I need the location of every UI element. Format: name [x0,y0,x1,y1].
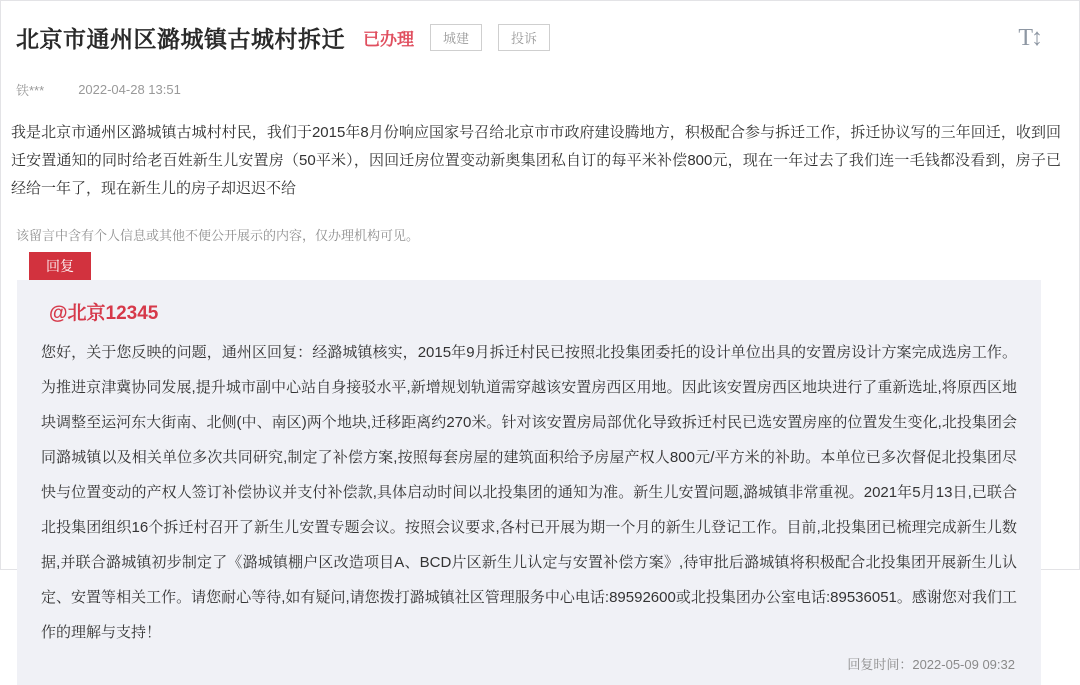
complaint-type-tag[interactable]: 投诉 [498,24,550,51]
privacy-notice: 该留言中含有个人信息或其他不便公开展示的内容，仅办理机构可见。 [16,228,420,243]
complaint-text: 我是北京市通州区潞城镇古城村村民，我们于2015年8月份响应国家号召给北京市市政府建设腾地方，积极配合参与拆迁工作，拆迁协议写的三年回迁，收到回迁安置通知的同时给老百姓新生儿安置房（50平米），因回迁房位置变动新奥集团私自订的每平米补偿800元，现在一年过去了我们连一毛钱都没看到，房子已经给一年了，现在新生儿的房子却迟迟不给 [11,124,1061,197]
reply-button[interactable]: 回复 [29,252,91,280]
font-size-icon[interactable]: T↕ [1018,24,1041,51]
post-timestamp: 2022-04-28 13:51 [78,82,181,97]
author-name: 铁*** [16,83,45,98]
page-title: 北京市通州区潞城镇古城村拆迁 [16,26,345,52]
replier-handle: @北京12345 [49,303,159,324]
post-meta [1,80,1079,99]
reply-timestamp [35,654,1021,673]
header [1,17,1079,54]
reply-text: 您好，关于您反映的问题，通州区回复：经潞城镇核实，2015年9月拆迁村民已按照北投集团委托的设计单位出具的安置房设计方案完成选房工作。为推进京津冀协同发展,提升城市副中心站自身接驳水平,新增规划轨道需穿越该安置房西区用地。因此该安置房西区地块进行了重新选址,将原西区地块调整至运河东大街南、北侧(中、南区)两个地块,迁移距离约270米。针对该安置房局部优化导致拆迁村民已选安置房座的位置发生变化,北投集团会同潞城镇以及相关单位多次共同研究,制定了补偿方案,按照每套房屋的建筑面积给予房屋产权人800元/平方米的补助。本单位已多次督促北投集团尽快与位置变动的产权人签订补偿协议并支付补偿款,具体启动时间以北投集团的通知为准。新生儿安置问题,潞城镇非常重视。2021年5月13日,已联合北投集团组织16个拆迁村召开了新生儿安置专题会议。按照会议要求,各村已开展为期一个月的新生儿登记工作。目前,北投集团已梳理完成新生儿数据,并联合潞城镇初步制定了《潞城镇棚户区改造项目A、BCD片区新生儿认定与安置补偿方案》,待审批后潞城镇将积极配合北投集团开展新生儿认定、安置等相关工作。请您耐心等待,如有疑问,请您拨打潞城镇社区管理服务中心电话:89592600或北投集团办公室电话:89536051。感谢您对我们工作的理解与支持！ [41,344,1017,641]
reply-time-label: 回复时间： [847,657,913,672]
category-tag[interactable]: 城建 [430,24,482,51]
reply-time-value: 2022-05-09 09:32 [912,657,1015,672]
status-badge: 已办理 [363,30,414,49]
reply-panel [17,280,1041,685]
